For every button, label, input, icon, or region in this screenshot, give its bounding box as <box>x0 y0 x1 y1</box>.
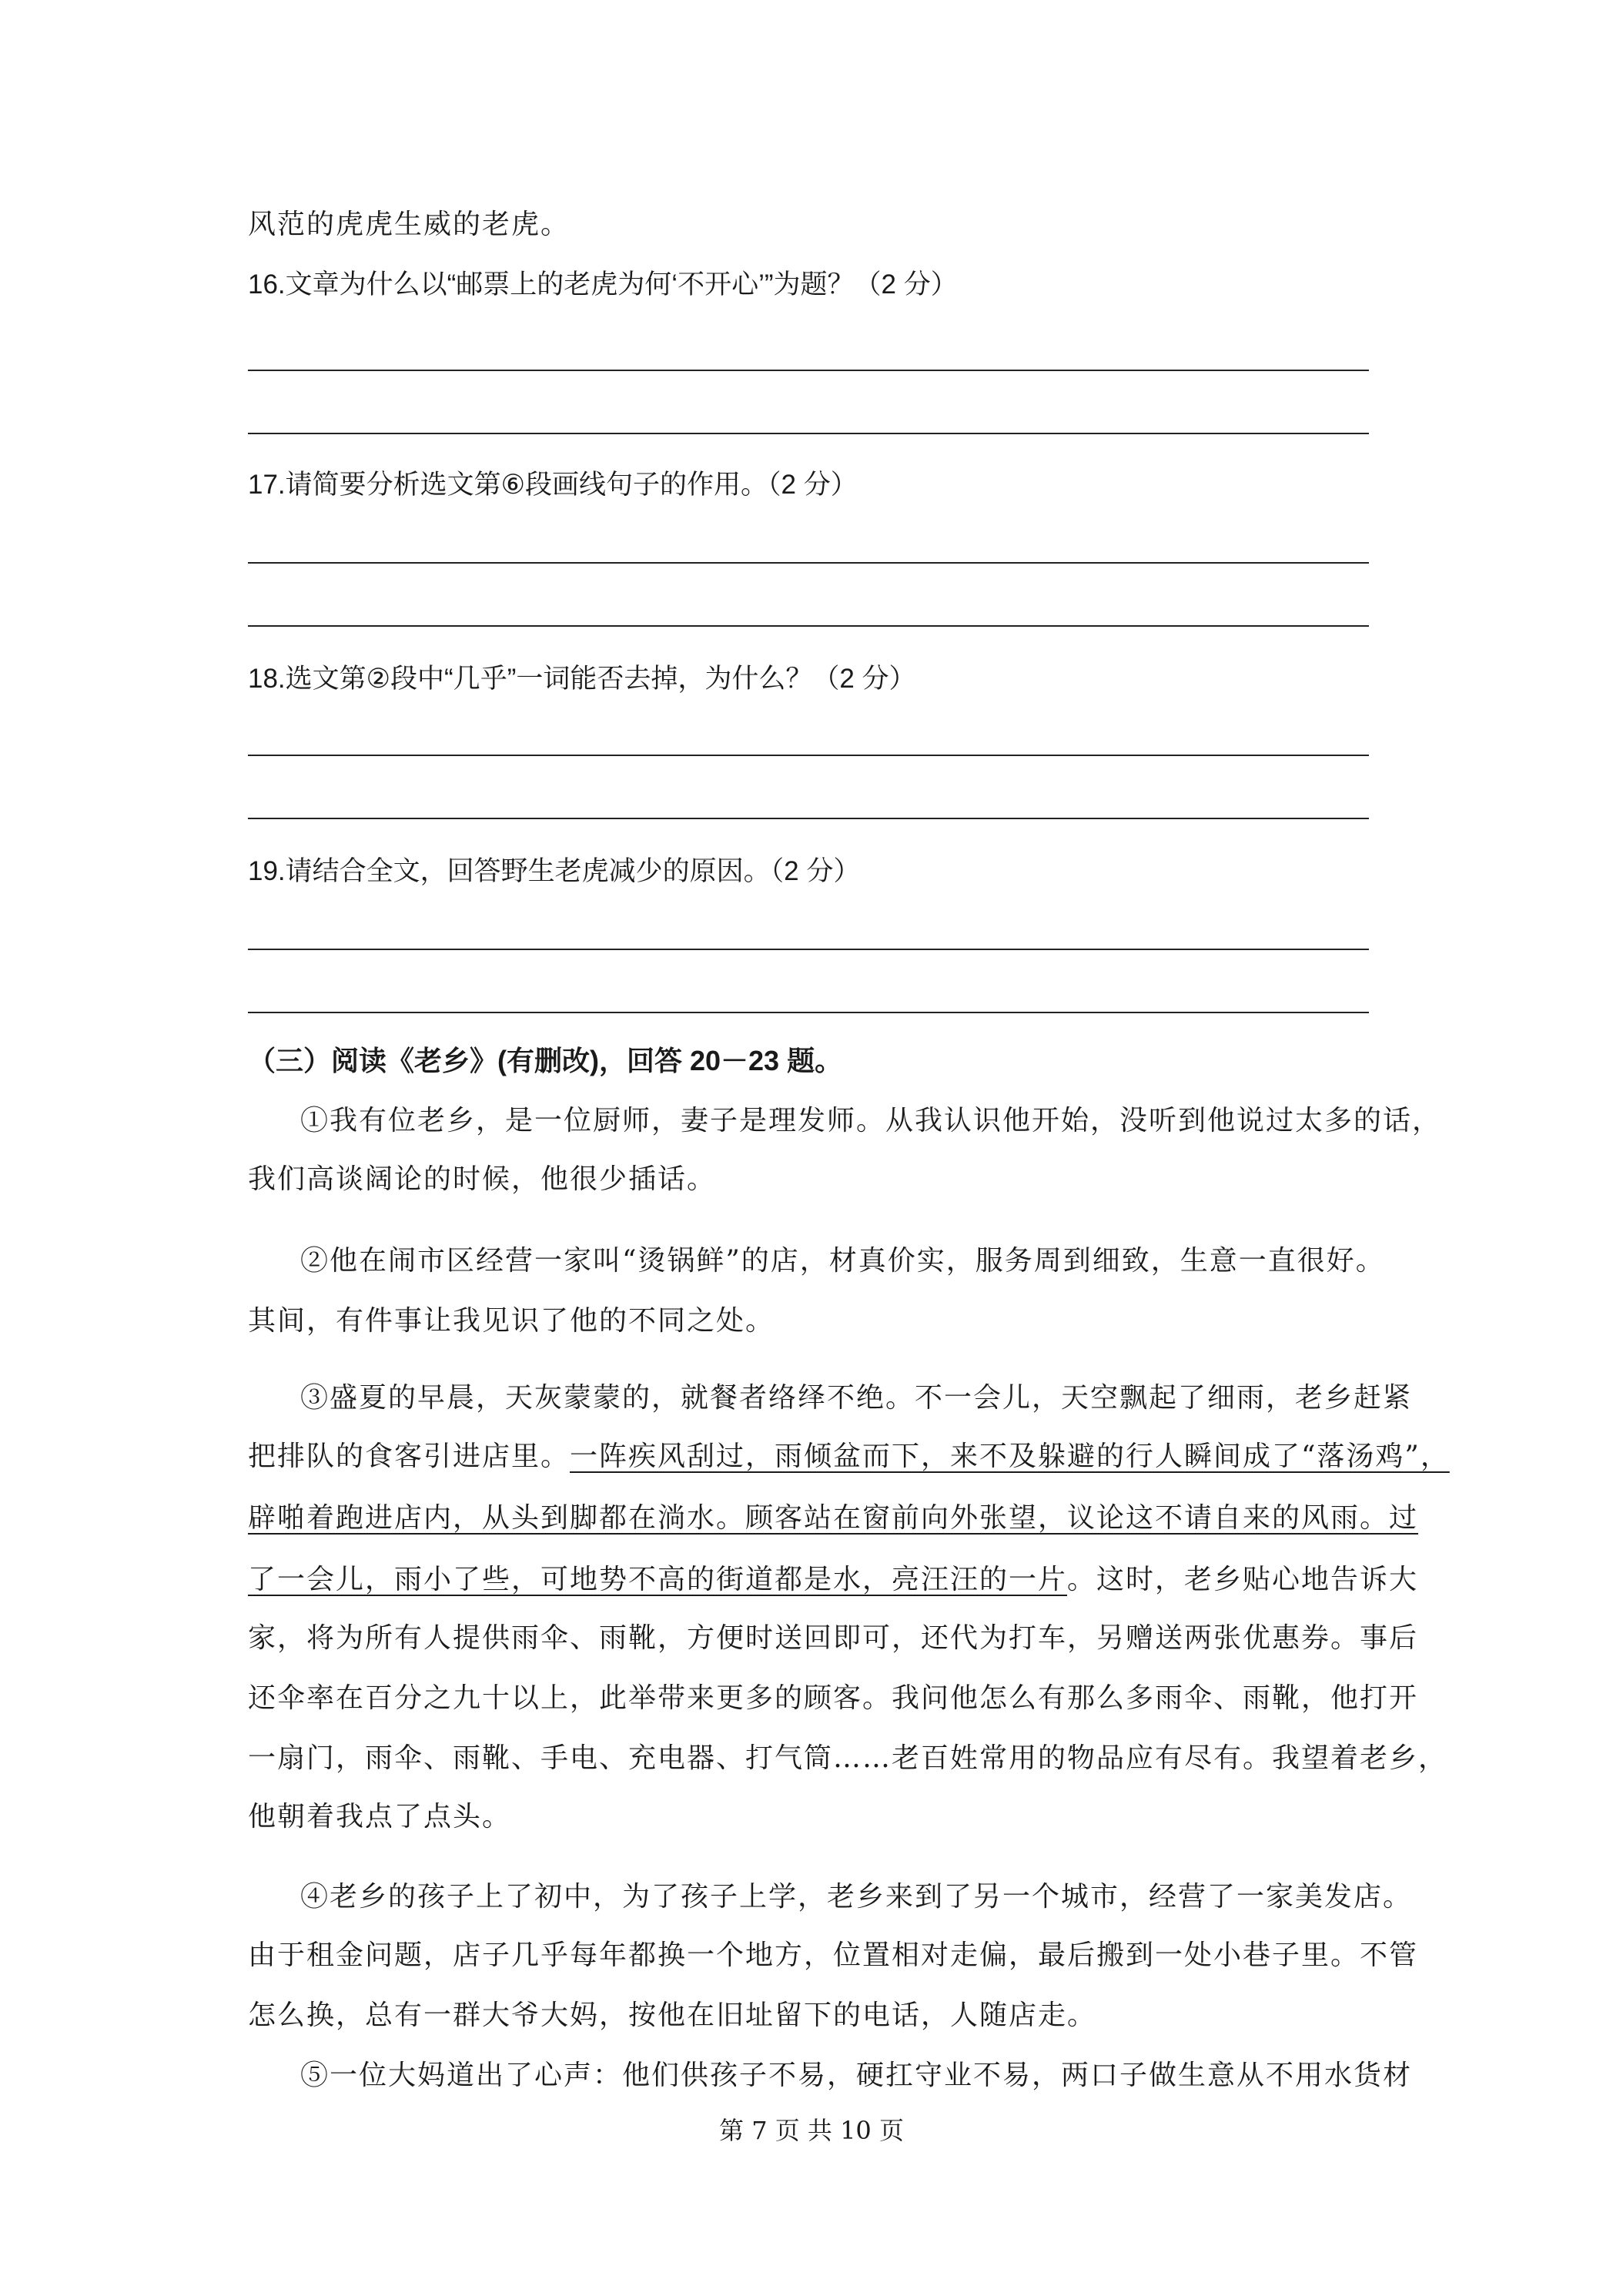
answer-line[interactable] <box>248 625 1369 627</box>
paragraph-line: ④老乡的孩子上了初中，为了孩子上学，老乡来到了另一个城市，经营了一家美发店。 <box>300 1881 1413 1913</box>
plain-text: 。这时，老乡贴心地告诉大 <box>1067 1564 1419 1595</box>
paragraph-line: 家，将为所有人提供雨伞、雨靴，方便时送回即可，还代为打车，另赠送两张优惠券。事后 <box>248 1622 1419 1654</box>
answer-line[interactable] <box>248 433 1369 434</box>
answer-line[interactable] <box>248 818 1369 819</box>
paragraph-line: 由于租金问题，店子几乎每年都换一个地方，位置相对走偏，最后搬到一处小巷子里。不管 <box>248 1940 1419 1971</box>
underlined-sentence: 辟啪着跑进店内，从头到脚都在淌水。顾客站在窗前向外张望，议论这不请自来的风雨。过 <box>248 1502 1419 1534</box>
paragraph-line <box>248 1565 1418 1595</box>
paragraph-line: 一扇门，雨伞、雨靴、手电、充电器、打气筒……老百姓常用的物品应有尽有。我望着老乡， <box>248 1742 1448 1774</box>
paragraph-line: 我们高谈阔论的时候，他很少插话。 <box>248 1163 717 1195</box>
answer-line[interactable] <box>248 949 1369 950</box>
question-18: 18.选文第②段中“几乎”一词能否去掉，为什么？（2 分） <box>248 664 916 694</box>
paragraph-line: 怎么换，总有一群大爷大妈，按他在旧址留下的电话，人随店走。 <box>248 2000 1097 2031</box>
paragraph-line: 他朝着我点了点头。 <box>248 1801 512 1832</box>
answer-line[interactable] <box>248 562 1369 564</box>
question-19: 19.请结合全文，回答野生老虎减少的原因。（2 分） <box>248 856 861 886</box>
paragraph-line: ③盛夏的早晨，天灰蒙蒙的，就餐者络绎不绝。不一会儿，天空飘起了细雨，老乡赶紧 <box>300 1382 1413 1414</box>
section-heading: （三）阅读《老乡》(有删改)，回答 20－23 题。 <box>248 1045 843 1076</box>
paragraph-line: ②他在闹市区经营一家叫“烫锅鲜”的店，材真价实，服务周到细致，生意一直很好。 <box>300 1245 1385 1277</box>
answer-line[interactable] <box>248 1012 1369 1013</box>
question-16: 16.文章为什么以“邮票上的老虎为何‘不开心’”为题？（2 分） <box>248 269 958 300</box>
underlined-sentence: 一阵疾风刮过，雨倾盆而下，来不及躲避的行人瞬间成了“落汤鸡”， <box>570 1441 1450 1472</box>
paragraph-line: ⑤一位大妈道出了心声：他们供孩子不易，硬扛守业不易，两口子做生意从不用水货材 <box>300 2060 1413 2091</box>
paragraph-line: ①我有位老乡，是一位厨师，妻子是理发师。从我认识他开始，没听到他说过太多的话， <box>300 1105 1442 1136</box>
plain-text: 把排队的食客引进店里。 <box>248 1441 571 1472</box>
paragraph-line <box>248 1503 1418 1534</box>
answer-line[interactable] <box>248 370 1369 371</box>
paragraph-line: 还伞率在百分之九十以上，此举带来更多的顾客。我问他怎么有那么多雨伞、雨靴，他打开 <box>248 1682 1419 1714</box>
answer-line[interactable] <box>248 755 1369 756</box>
paragraph-line <box>248 1441 1450 1472</box>
paragraph-line: 其间，有件事让我见识了他的不同之处。 <box>248 1305 775 1337</box>
question-17: 17.请简要分析选文第⑥段画线句子的作用。（2 分） <box>248 470 858 500</box>
carryover-text: 风范的虎虎生威的老虎。 <box>248 209 571 240</box>
underlined-sentence: 了一会儿，雨小了些，可地势不高的街道都是水，亮汪汪的一片 <box>248 1564 1068 1595</box>
page-footer: 第 7 页 共 10 页 <box>719 2116 904 2145</box>
